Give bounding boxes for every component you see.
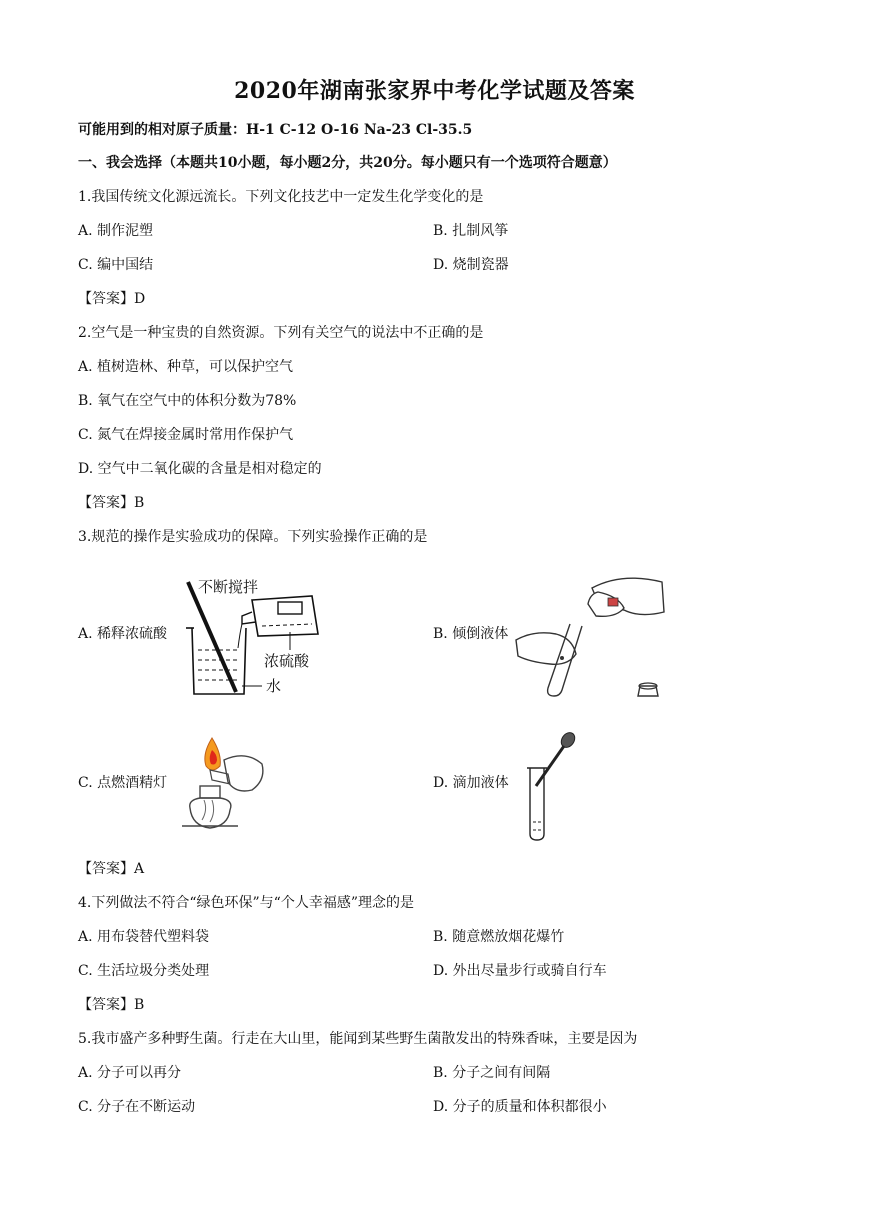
question-5-stem: 5.我市盛产多种野生菌。行走在大山里，能闻到某些野生菌散发出的特殊香味，主要是因为 (78, 1031, 638, 1047)
section-heading: 一、我会选择（本题共10小题，每小题2分，共20分。每小题只有一个选项符合题意） (78, 155, 617, 171)
question-1-stem: 1.我国传统文化源远流长。下列文化技艺中一定发生化学变化的是 (78, 189, 484, 205)
q3-option-a: A. 稀释浓硫酸 (78, 626, 168, 642)
q4-option-c: C. 生活垃圾分类处理 (78, 963, 210, 979)
q3-option-b: B. 倾倒液体 (433, 626, 509, 642)
q1-option-a: A. 制作泥塑 (78, 223, 154, 239)
q1-option-c: C. 编中国结 (78, 257, 154, 273)
figure-dropper (522, 730, 592, 845)
q2-answer: 【答案】B (78, 495, 145, 511)
test-tube (548, 624, 582, 696)
q5-option-d: D. 分子的质量和体积都很小 (433, 1099, 607, 1115)
q1-option-b: B. 扎制风筝 (433, 223, 509, 239)
q5-option-b: B. 分子之间有间隔 (433, 1065, 551, 1081)
q2-option-b: B. 氧气在空气中的体积分数为78% (78, 393, 297, 409)
q1-option-d: D. 烧制瓷器 (433, 257, 509, 273)
q5-option-a: A. 分子可以再分 (78, 1065, 182, 1081)
atomic-masses: 可能用到的相对原子质量：H-1 C-12 O-16 Na-23 Cl-35.5 (78, 122, 473, 138)
tilted-lamp (224, 756, 263, 791)
q4-option-b: B. 随意燃放烟花爆竹 (433, 929, 565, 945)
q3-answer: 【答案】A (78, 861, 145, 877)
figure-alcohol-lamp (172, 734, 272, 834)
question-2-stem: 2.空气是一种宝贵的自然资源。下列有关空气的说法中不正确的是 (78, 325, 484, 341)
figure-pour-liquid (512, 568, 672, 703)
q3-option-d: D. 滴加液体 (433, 775, 509, 791)
label-water: 水 (266, 677, 282, 695)
label-stir: 不断搅拌 (198, 578, 259, 596)
label-acid: 浓硫酸 (264, 652, 310, 670)
q5-option-c: C. 分子在不断运动 (78, 1099, 196, 1115)
q2-option-a: A. 植树造林、种草，可以保护空气 (78, 359, 294, 375)
q4-option-a: A. 用布袋替代塑料袋 (78, 929, 210, 945)
dropper-bulb (558, 730, 577, 750)
reagent-bottle (588, 592, 624, 616)
hand-icon (516, 633, 576, 664)
q1-answer: 【答案】D (78, 291, 146, 307)
q3-option-c: C. 点燃酒精灯 (78, 775, 168, 791)
q2-option-c: C. 氮气在焊接金属时常用作保护气 (78, 427, 294, 443)
q4-answer: 【答案】B (78, 997, 145, 1013)
question-3-stem: 3.规范的操作是实验成功的保障。下列实验操作正确的是 (78, 529, 428, 545)
glass-rod (188, 582, 236, 692)
page-title: 2020年湖南张家界中考化学试题及答案 (234, 78, 635, 104)
lamp-body (190, 798, 231, 828)
question-4-stem: 4.下列做法不符合“绿色环保”与“个人幸福感”理念的是 (78, 895, 414, 911)
beaker (192, 628, 246, 694)
q4-option-d: D. 外出尽量步行或骑自行车 (433, 963, 607, 979)
figure-dilute-acid (180, 570, 340, 700)
dropper-tube (536, 746, 564, 786)
q2-option-d: D. 空气中二氧化碳的含量是相对稳定的 (78, 461, 322, 477)
